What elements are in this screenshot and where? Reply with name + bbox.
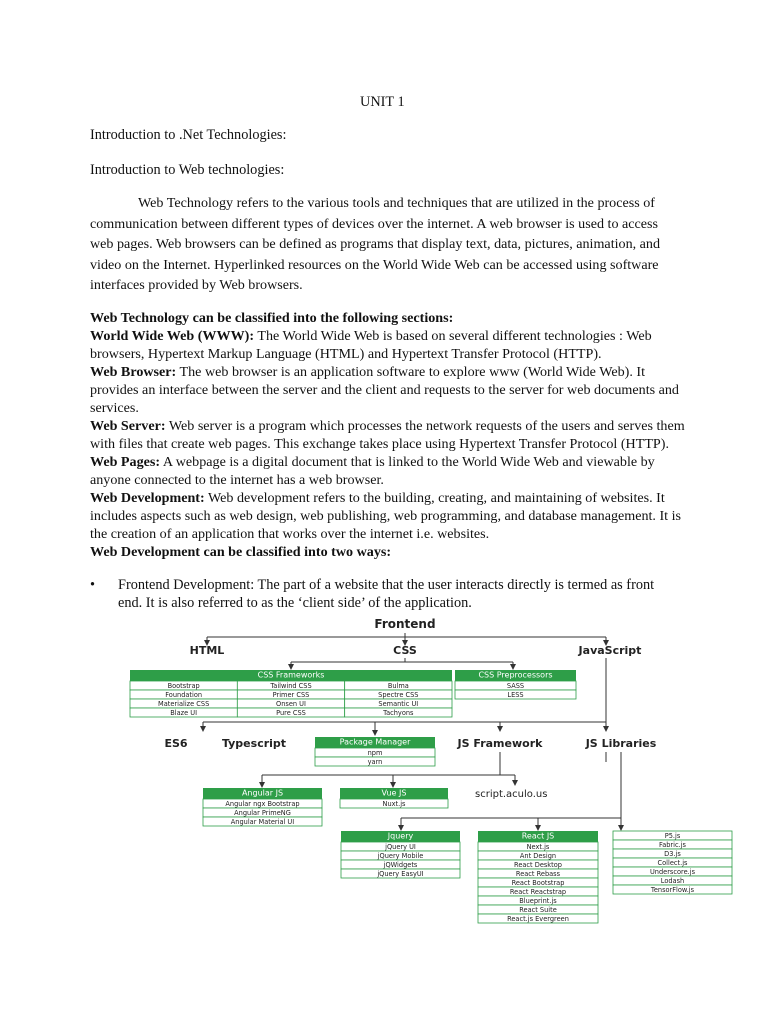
arrow-head — [497, 726, 503, 732]
css-label: CSS — [393, 644, 417, 657]
es6-label: ES6 — [164, 737, 188, 750]
css-framework-item: Pure CSS — [276, 709, 306, 717]
css-preprocessors-title: CSS Preprocessors — [478, 670, 553, 680]
arrow-head — [603, 726, 609, 732]
js-library-item: Fabric.js — [659, 840, 686, 849]
react-title: React JS — [521, 831, 555, 841]
definition-term: Web Development: — [90, 490, 205, 506]
bullet-dot: • — [90, 577, 96, 593]
angular-title: Angular JS — [241, 788, 284, 798]
jquery-item: jQWidgets — [383, 860, 418, 869]
definition-term: World Wide Web (WWW): — [90, 328, 255, 344]
react-item: React Suite — [519, 905, 557, 914]
js-library-item: Underscore.js — [649, 867, 696, 876]
js-library-item: P5.js — [664, 831, 681, 840]
arrow-head — [512, 780, 518, 786]
react-item: Ant Design — [519, 851, 557, 860]
react-item: React.js Evergreen — [507, 914, 569, 923]
angular-item: Angular ngx Bootstrap — [225, 799, 300, 808]
arrow-head — [288, 664, 294, 670]
intro-paragraph: Web Technology refers to the various tools and techniques that are utilized in the process of communication between different types of devices over the internet. A web browser is used to access web pages. Web browsers can be defined as programs that display text, data, pictures, animation, and video on the Internet. Hyperlinked resources on the World Wide Web can be accessed using software interfaces provided by Web browsers. — [90, 195, 661, 294]
css-framework-item: Onsen UI — [276, 700, 306, 708]
js-libraries-label: JS Libraries — [585, 737, 657, 750]
definition-text: A webpage is a digital document that is linked to the World Wide Web and viewable by anyone connected to the internet has a web browser. — [90, 454, 655, 488]
arrow-head — [535, 825, 541, 831]
arrow-head — [510, 664, 516, 670]
definition-text: The web browser is an application software to explore www (World Wide Web). It provides an interface between the server and the client and requests to the server for web documents and services. — [90, 364, 679, 416]
vue-item: Nuxt.js — [382, 799, 406, 808]
heading-net-technologies: Introduction to .Net Technologies: — [90, 127, 287, 143]
scriptaculous-label: script.aculo.us — [475, 789, 548, 800]
angular-item: Angular PrimeNG — [234, 808, 291, 817]
javascript-label: JavaScript — [578, 644, 642, 657]
css-frameworks-title: CSS Frameworks — [257, 670, 325, 680]
jquery-item: jQuery EasyUI — [377, 869, 424, 878]
package-manager-title: Package Manager — [339, 737, 411, 747]
vue-title: Vue JS — [381, 788, 407, 798]
react-item: React Bootstrap — [511, 878, 565, 887]
css-framework-item: Tailwind CSS — [270, 682, 312, 690]
react-item: Blueprint.js — [519, 896, 557, 905]
css-preprocessor-item: LESS — [507, 690, 524, 699]
react-item: Next.js — [526, 842, 550, 851]
root-frontend-label: Frontend — [374, 617, 436, 631]
js-library-item: Lodash — [660, 876, 685, 885]
definition-text: The World Wide Web is based on several different technologies : Web browsers, Hypertext Markup Language (HTML) and Hypertext Transfer Protocol (HTTP). — [90, 328, 652, 362]
package-manager-item: npm — [367, 748, 383, 757]
definition-term: Web Browser: — [90, 364, 177, 380]
arrow-head — [618, 825, 624, 831]
arrow-head — [372, 730, 378, 736]
heading-web-technologies: Introduction to Web technologies: — [90, 162, 285, 178]
css-preprocessor-item: SASS — [506, 681, 525, 690]
css-framework-item: Blaze UI — [170, 709, 198, 717]
definition-term: Web Server: — [90, 418, 166, 434]
arrow-head — [398, 825, 404, 831]
arrow-head — [200, 726, 206, 732]
js-library-item: D3.js — [664, 849, 681, 858]
js-library-item: Collect.js — [657, 858, 688, 867]
jquery-item: jQuery UI — [385, 842, 416, 851]
dev-heading: Web Development can be classified into two ways: — [90, 544, 392, 560]
typescript-label: Typescript — [221, 737, 287, 750]
js-framework-label: JS Framework — [457, 737, 543, 750]
jquery-title: Jquery — [387, 831, 414, 841]
html-label: HTML — [189, 644, 225, 657]
css-framework-item: Bootstrap — [167, 682, 200, 690]
arrow-head — [259, 782, 265, 788]
definition-text: Web development refers to the building, creating, and maintaining of websites. It includes aspects such as web design, web publishing, web programming, and database management. It is the creation of an application that works over the internet i.e. websites. — [90, 490, 682, 542]
css-framework-item: Foundation — [165, 691, 203, 699]
css-framework-item: Primer CSS — [272, 691, 310, 699]
arrow-head — [390, 782, 396, 788]
jquery-item: jQuery Mobile — [377, 851, 424, 860]
classification-heading: Web Technology can be classified into the following sections: — [90, 310, 454, 326]
react-item: React Reactstrap — [509, 887, 567, 896]
react-item: React Desktop — [514, 860, 562, 869]
css-framework-item: Materialize CSS — [158, 700, 210, 708]
definition-term: Web Pages: — [90, 454, 161, 470]
angular-item: Angular Material UI — [230, 817, 295, 826]
css-framework-item: Spectre CSS — [378, 691, 419, 699]
definition-text: Web server is a program which processes the network requests of the users and serves them with files that create web pages. This exchange takes place using Hypertext Transfer Protocol (HTTP). — [90, 418, 685, 452]
css-framework-item: Tachyons — [383, 709, 414, 717]
react-item: React Rebass — [515, 869, 561, 878]
js-library-item: TensorFlow.js — [650, 885, 695, 894]
unit-title: UNIT 1 — [360, 94, 405, 110]
bullet-text: Frontend Development: The part of a website that the user interacts directly is termed as front end. It is also referred to as the ‘client side’ of the application. — [118, 577, 655, 611]
package-manager-item: yarn — [367, 757, 383, 766]
css-framework-item: Bulma — [387, 682, 409, 690]
css-framework-item: Semantic UI — [378, 700, 419, 708]
